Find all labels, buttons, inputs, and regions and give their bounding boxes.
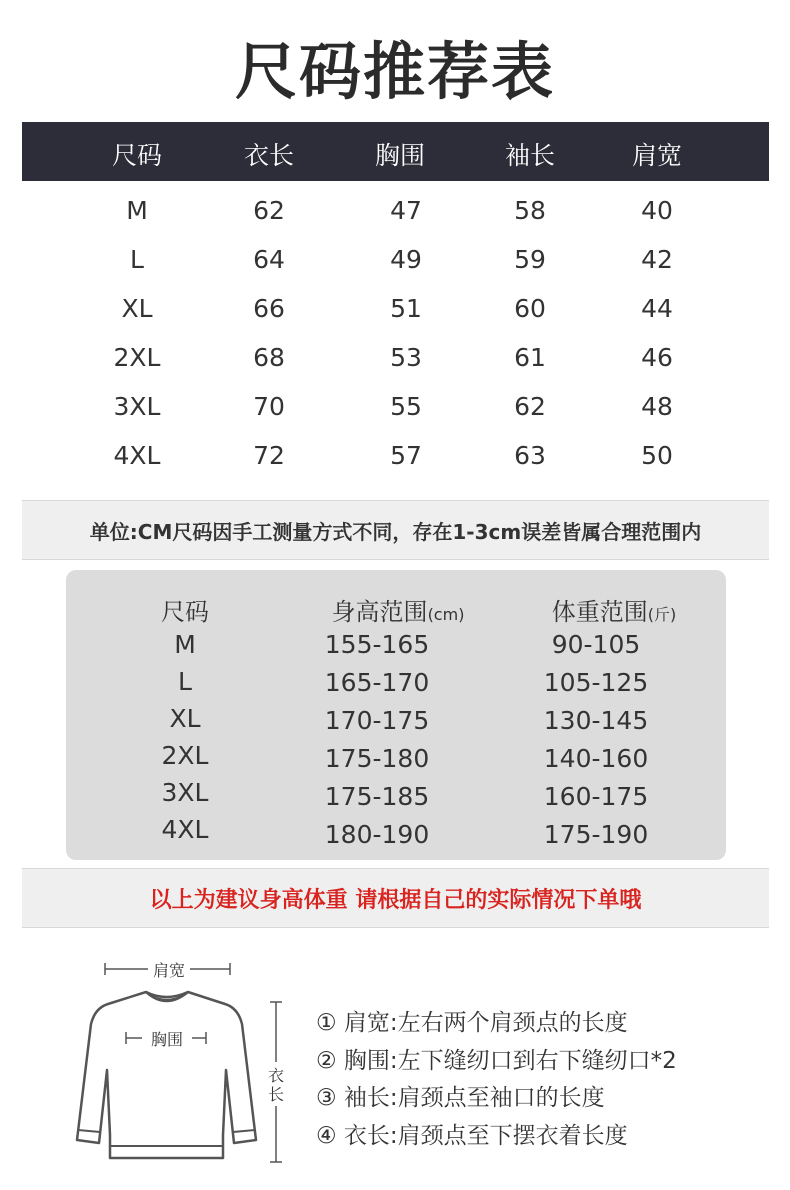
- cell-size: L: [130, 245, 144, 274]
- cell-chest: 47: [390, 196, 422, 225]
- rec-cell-height: 175-185: [324, 782, 430, 811]
- sweatshirt-body-outline: [77, 992, 256, 1158]
- size-table-header: [22, 122, 769, 181]
- legend-item-shoulder: ① 肩宽:左右两个肩颈点的长度: [316, 1010, 628, 1036]
- header-shoulder: 肩宽: [631, 141, 683, 170]
- recommend-table: [66, 570, 726, 860]
- table-row: [22, 286, 769, 335]
- measurement-legend: [316, 1005, 677, 1155]
- rec-cell-weight: 130-145: [543, 706, 649, 735]
- rec-header-weight-label: 体重范围: [551, 598, 648, 626]
- rec-cell-size: 3XL: [161, 778, 209, 807]
- cell-length: 64: [253, 245, 285, 274]
- cell-shoulder: 44: [641, 294, 673, 323]
- cell-size: M: [126, 196, 148, 225]
- legend-item-chest: ② 胸围:左下缝纫口到右下缝纫口*2: [316, 1047, 677, 1074]
- length-label-1: 衣: [267, 1066, 285, 1085]
- sweatshirt-diagram: [60, 950, 310, 1175]
- cell-sleeve: 61: [514, 343, 546, 372]
- cell-chest: 49: [390, 245, 422, 274]
- chest-label: 胸围: [150, 1030, 184, 1049]
- rec-cell-weight: 175-190: [543, 820, 649, 849]
- rec-cell-height: 180-190: [324, 820, 430, 849]
- recommend-note-text: 以上为建议身高体重 请根据自己的实际情况下单哦: [149, 887, 642, 913]
- table-row: [22, 237, 769, 286]
- recommend-note-bar: [22, 868, 769, 928]
- cell-shoulder: 46: [641, 343, 673, 372]
- rec-cell-size: XL: [169, 704, 201, 733]
- header-sleeve: 袖长: [504, 141, 556, 170]
- page-title: 尺码推荐表: [234, 35, 555, 108]
- sweatshirt-outline-icon: [60, 950, 310, 1175]
- cell-shoulder: 40: [641, 196, 673, 225]
- cell-sleeve: 59: [514, 245, 546, 274]
- cell-chest: 53: [390, 343, 422, 372]
- table-row: [22, 433, 769, 482]
- cell-sleeve: 58: [514, 196, 546, 225]
- rec-cell-weight: 105-125: [543, 668, 649, 697]
- size-table-body: [22, 181, 769, 482]
- rec-header-height-unit: (cm): [427, 605, 465, 624]
- header-size: 尺码: [111, 141, 163, 170]
- rec-header-height-label: 身高范围: [331, 598, 428, 626]
- rec-header-weight-unit: (斤): [647, 605, 677, 624]
- table-row: [22, 384, 769, 433]
- header-chest: 胸围: [374, 141, 426, 170]
- rec-cell-size: M: [174, 630, 196, 659]
- cell-length: 70: [253, 392, 285, 421]
- length-label-2: 长: [267, 1085, 285, 1104]
- cell-sleeve: 60: [514, 294, 546, 323]
- cell-shoulder: 50: [641, 441, 673, 470]
- cell-length: 62: [253, 196, 285, 225]
- rec-cell-size: 2XL: [161, 741, 209, 770]
- cell-length: 66: [253, 294, 285, 323]
- rec-cell-weight: 90-105: [551, 630, 641, 659]
- rec-header-size: 尺码: [161, 598, 209, 626]
- legend-item-length: ④ 衣长:肩颈点至下摆衣着长度: [316, 1122, 628, 1149]
- cell-size: 3XL: [113, 392, 161, 421]
- shoulder-label: 肩宽: [152, 961, 186, 980]
- rec-cell-size: L: [178, 667, 192, 696]
- cell-size: 2XL: [113, 343, 161, 372]
- table-row: [22, 335, 769, 384]
- rec-cell-weight: 160-175: [543, 782, 649, 811]
- cell-length: 68: [253, 343, 285, 372]
- table-row: [22, 188, 769, 237]
- rec-header-weight: [552, 592, 677, 627]
- cell-shoulder: 42: [641, 245, 673, 274]
- rec-cell-size: 4XL: [161, 815, 209, 844]
- rec-cell-height: 165-170: [324, 668, 430, 697]
- unit-note-bar: [22, 500, 769, 560]
- legend-item-sleeve: ③ 袖长:肩颈点至袖口的长度: [316, 1085, 605, 1111]
- rec-cell-height: 155-165: [324, 630, 430, 659]
- rec-cell-weight: 140-160: [543, 744, 649, 773]
- cell-chest: 55: [390, 392, 422, 421]
- unit-note-text: 单位:CM尺码因手工测量方式不同，存在1-3cm误差皆属合理范围内: [89, 519, 702, 544]
- cell-sleeve: 63: [514, 441, 546, 470]
- cell-chest: 57: [390, 441, 422, 470]
- cell-size: XL: [121, 294, 153, 323]
- size-table: [22, 122, 769, 482]
- rec-cell-height: 175-180: [324, 744, 430, 773]
- rec-header-height: [332, 592, 465, 627]
- header-length: 衣长: [243, 141, 295, 170]
- left-cuff: [78, 1130, 100, 1132]
- rec-cell-height: 170-175: [324, 706, 430, 735]
- cell-sleeve: 62: [514, 392, 546, 421]
- cell-length: 72: [253, 441, 285, 470]
- right-cuff: [233, 1130, 255, 1132]
- cell-size: 4XL: [113, 441, 161, 470]
- cell-shoulder: 48: [641, 392, 673, 421]
- cell-chest: 51: [390, 294, 422, 323]
